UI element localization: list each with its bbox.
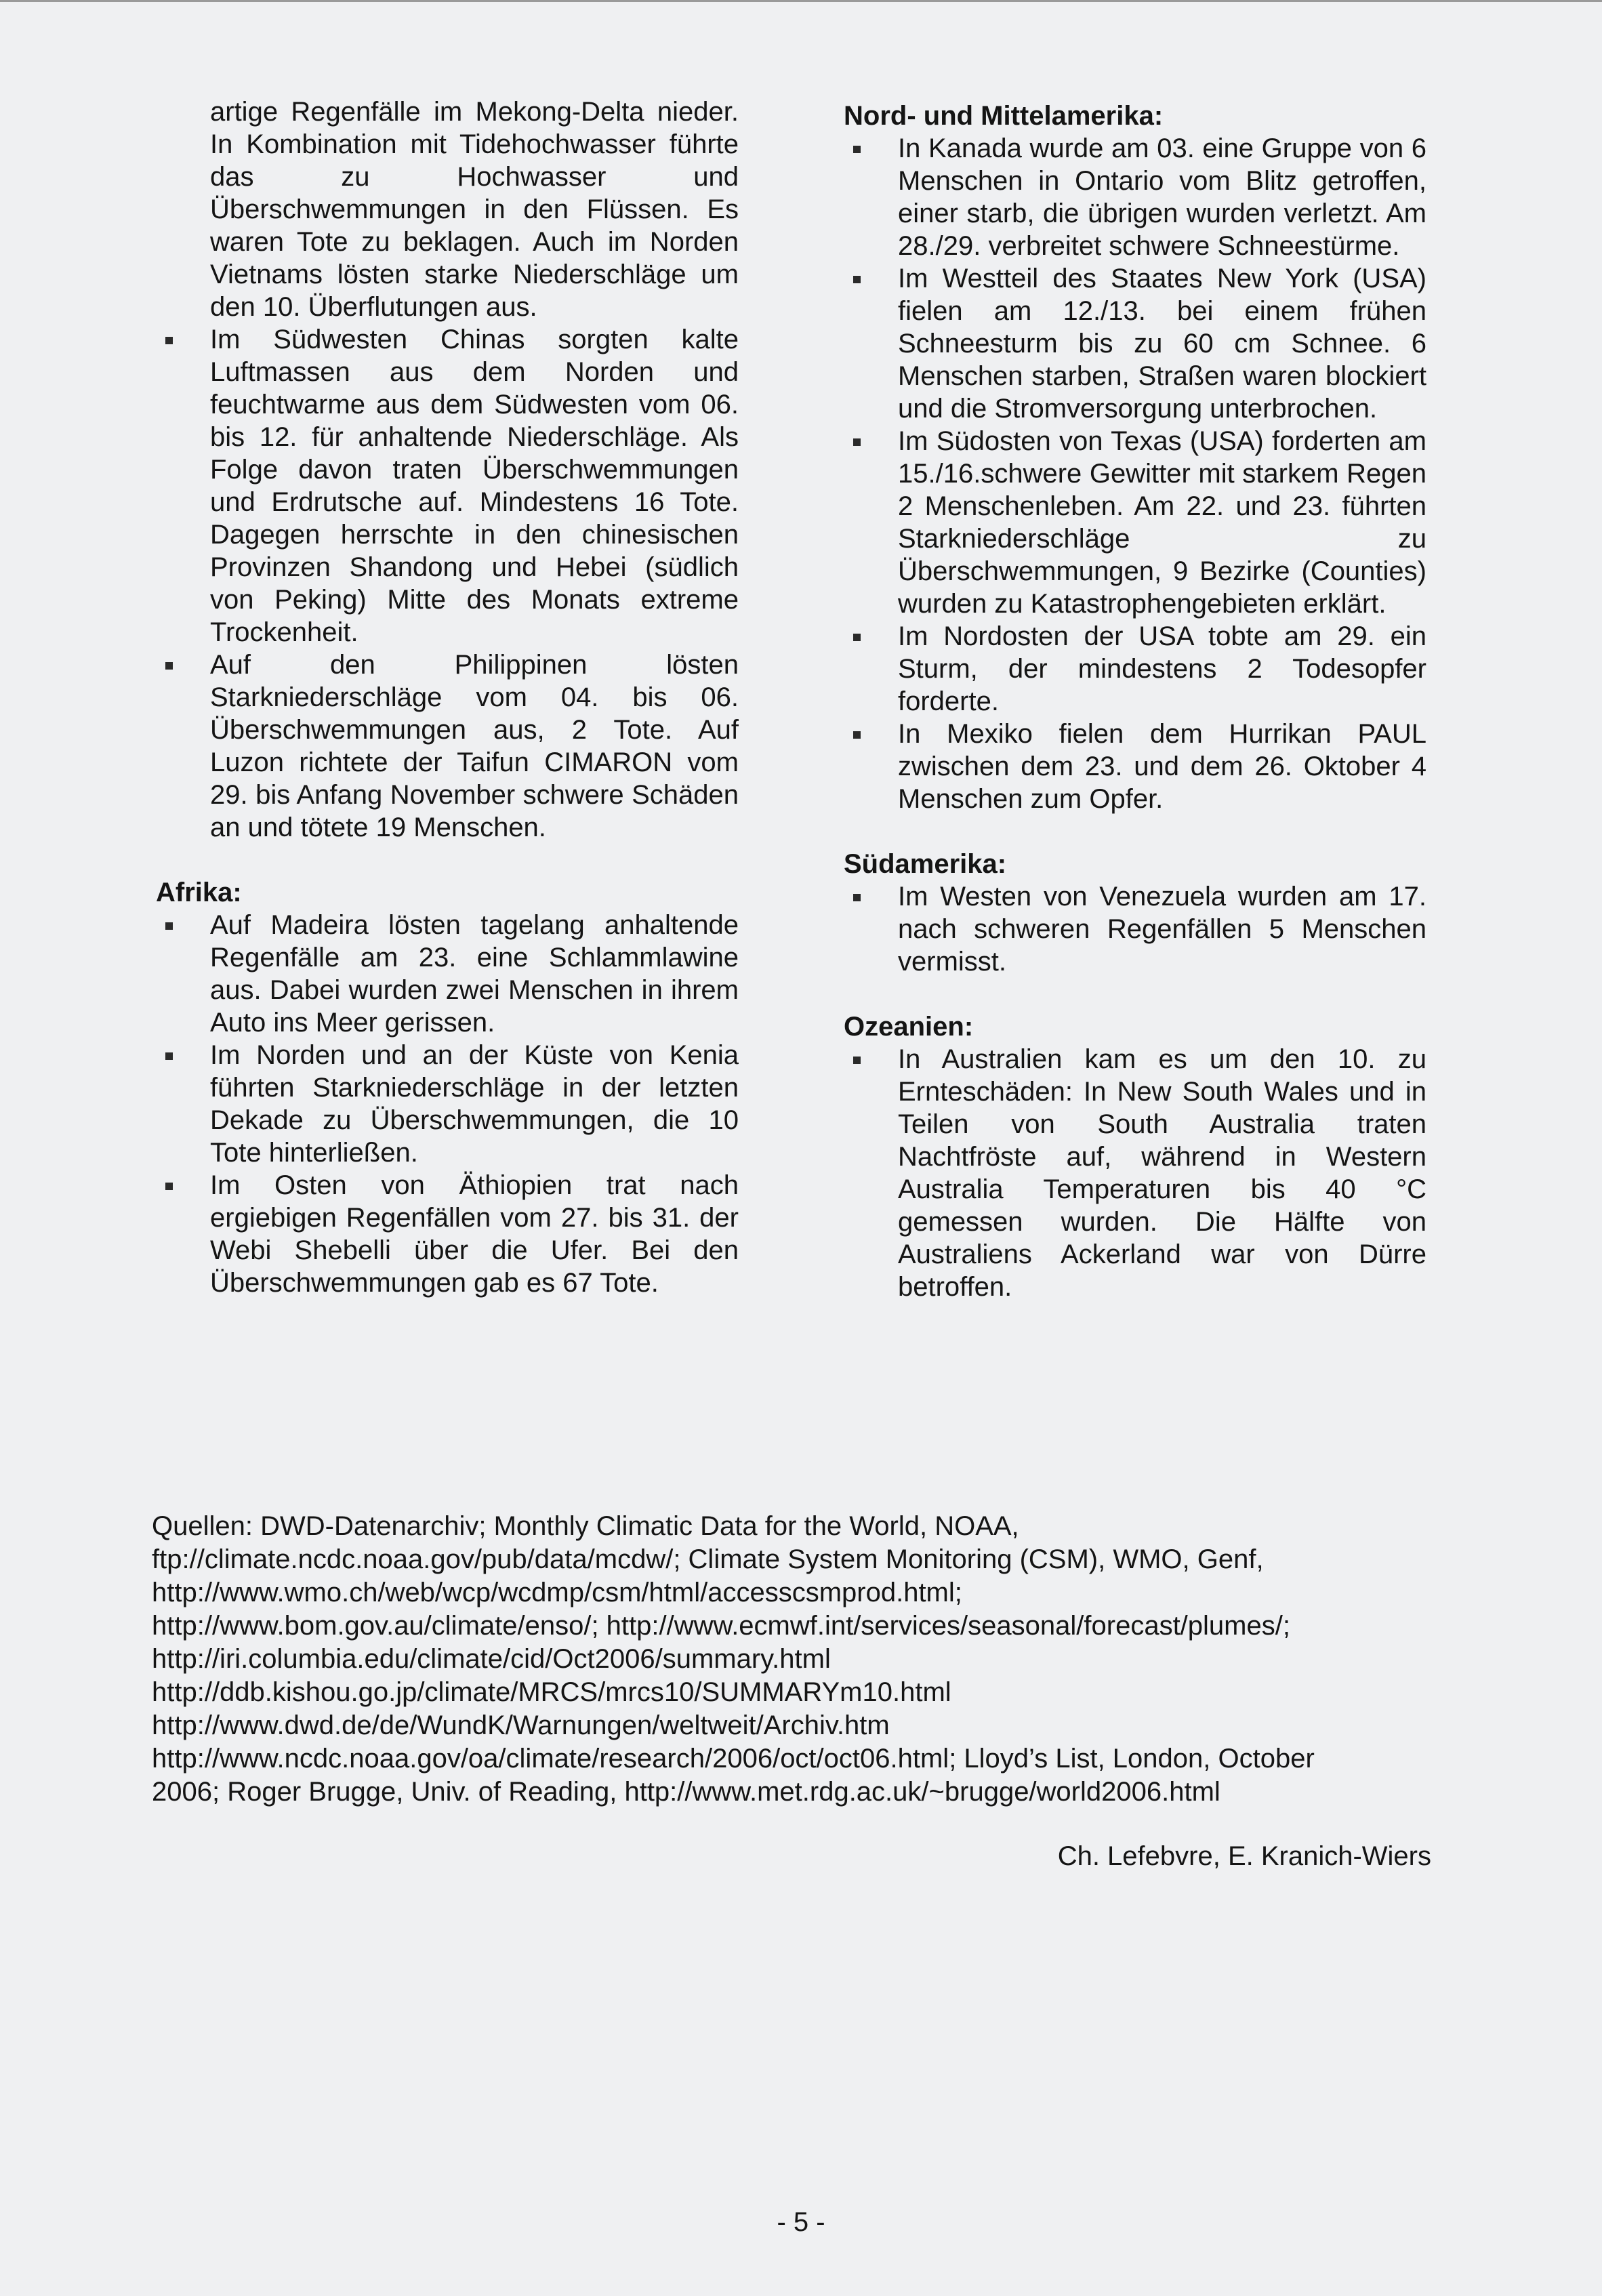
list-item: [844, 132, 1426, 262]
source-line: ftp://climate.ncdc.noaa.gov/pub/data/mcdw/; Climate System Monitoring (CSM), WMO, Genf,: [152, 1544, 1264, 1574]
square-bullet-icon: [165, 1052, 173, 1060]
source-line: http://iri.columbia.edu/climate/cid/Oct2006/summary.html: [152, 1644, 831, 1674]
intro-paragraph: artige Regenfälle im Mekong-Delta nieder. In Kombination mit Tidehochwasser führte das zu Hochwasser und Überschwemmungen in den Flüssen. Es waren Tote zu beklagen. Auch im Norden Vietnams lösten starke Niederschläge um den 10. Überflutungen aus.: [210, 97, 739, 322]
list-item-text: In Australien kam es um den 10. zu Ernteschäden: In New South Wales und in Teilen von South Australia traten Nachtfröste auf, während in Western Australia Temperaturen bis 40 °C gemessen wurden. Die Hälfte von Australiens Ackerland war von Dürre betroffen.: [898, 1044, 1426, 1302]
list-item-text: In Kanada wurde am 03. eine Gruppe von 6 Menschen in Ontario vom Blitz getroffen, einer starb, die übrigen wurden verletzt. Am 28./29. verbreitet schwere Schneestürme.: [898, 134, 1426, 261]
list-item: [844, 262, 1426, 425]
square-bullet-icon: [165, 1183, 173, 1190]
oceania-list: [844, 1043, 1426, 1303]
list-item: [844, 1043, 1426, 1303]
list-item: [156, 1039, 739, 1169]
square-bullet-icon: [165, 922, 173, 930]
square-bullet-icon: [165, 662, 173, 670]
square-bullet-icon: [853, 634, 861, 641]
list-item-text: Auf den Philippinen lösten Starkniederschläge vom 04. bis 06. Überschwemmungen aus, 2 Tote. Auf Luzon richtete der Taifun CIMARON vom 29. bis Anfang November schwere Schäden an und tötete 19 Menschen.: [210, 650, 739, 842]
north-central-america-list: [844, 132, 1426, 815]
list-item: [156, 909, 739, 1039]
list-item-text: Im Südosten von Texas (USA) forderten am 15./16.schwere Gewitter mit starkem Regen 2 Menschenleben. Am 22. und 23. führten Starkniederschläge zu Überschwemmungen, 9 Bezirke (Counties) wurden zu Katastrophengebieten erklärt.: [898, 426, 1426, 619]
list-item: [844, 425, 1426, 620]
list-item-text: Im Nordosten der USA tobte am 29. ein Sturm, der mindestens 2 Todesopfer forderte.: [898, 621, 1426, 716]
list-item-text: Auf Madeira lösten tagelang anhaltende Regenfälle am 23. eine Schlammlawine aus. Dabei wurden zwei Menschen in ihrem Auto ins Meer gerissen.: [210, 910, 739, 1038]
sources-block: [152, 1510, 1439, 1809]
square-bullet-icon: [853, 438, 861, 446]
list-item: [156, 649, 739, 844]
list-item: [844, 620, 1426, 718]
square-bullet-icon: [853, 146, 861, 153]
list-item-text: Im Westteil des Staates New York (USA) fielen am 12./13. bei einem frühen Schneesturm bis zu 60 cm Schnee. 6 Menschen starben, Straßen waren blockiert und die Stromversorgung unterbrochen.: [898, 264, 1426, 424]
source-line: http://www.wmo.ch/web/wcp/wcdmp/csm/html/accesscsmprod.html;: [152, 1578, 962, 1607]
square-bullet-icon: [165, 337, 173, 344]
section-heading-africa: Afrika:: [156, 878, 242, 907]
asia-list: [156, 323, 739, 844]
page-number: - 5 -: [777, 2207, 825, 2237]
list-item: [844, 718, 1426, 815]
square-bullet-icon: [853, 894, 861, 901]
list-item-text: Im Norden und an der Küste von Kenia führten Starkniederschläge in der letzten Dekade zu Überschwemmungen, die 10 Tote hinterließen.: [210, 1040, 739, 1168]
left-column: [156, 96, 739, 1299]
section-heading-oceania: Ozeanien:: [844, 1012, 974, 1042]
section-heading-north-central-america: Nord- und Mittelamerika:: [844, 101, 1164, 131]
source-line: http://www.dwd.de/de/WundK/Warnungen/weltweit/Archiv.htm: [152, 1710, 890, 1740]
list-item: [156, 323, 739, 649]
section-heading-south-america: Südamerika:: [844, 849, 1007, 879]
source-line: Quellen: DWD-Datenarchiv; Monthly Climatic Data for the World, NOAA,: [152, 1511, 1019, 1541]
list-item-text: In Mexiko fielen dem Hurrikan PAUL zwischen dem 23. und dem 26. Oktober 4 Menschen zum Opfer.: [898, 719, 1426, 814]
source-line: 2006; Roger Brugge, Univ. of Reading, http://www.met.rdg.ac.uk/~brugge/world2006.html: [152, 1777, 1220, 1807]
source-line: http://www.bom.gov.au/climate/enso/; http://www.ecmwf.int/services/seasonal/forecast/plumes/;: [152, 1611, 1290, 1641]
list-item: [156, 1169, 739, 1299]
list-item-text: Im Südwesten Chinas sorgten kalte Luftmassen aus dem Norden und feuchtwarme aus dem Südwesten vom 06. bis 12. für anhaltende Niederschläge. Als Folge davon traten Überschwemmungen und Erdrutsche auf. Mindestens 16 Tote. Dagegen herrschte in den chinesischen Provinzen Shandong und Hebei (südlich von Peking) Mitte des Monats extreme Trockenheit.: [210, 325, 739, 647]
list-item: [844, 880, 1426, 978]
authors-line: Ch. Lefebvre, E. Kranich-Wiers: [1057, 1841, 1431, 1871]
right-column: [844, 96, 1426, 1303]
square-bullet-icon: [853, 1057, 861, 1064]
list-item-text: Im Westen von Venezuela wurden am 17. nach schweren Regenfällen 5 Menschen vermisst.: [898, 882, 1426, 977]
square-bullet-icon: [853, 731, 861, 739]
africa-list: [156, 909, 739, 1299]
square-bullet-icon: [853, 276, 861, 283]
south-america-list: [844, 880, 1426, 978]
list-item-text: Im Osten von Äthiopien trat nach ergiebigen Regenfällen vom 27. bis 31. der Webi Shebelli über die Ufer. Bei den Überschwemmungen gab es 67 Tote.: [210, 1170, 739, 1298]
source-line: http://www.ncdc.noaa.gov/oa/climate/research/2006/oct/oct06.html; Lloyd’s List, London, October: [152, 1744, 1315, 1774]
source-line: http://ddb.kishou.go.jp/climate/MRCS/mrcs10/SUMMARYm10.html: [152, 1677, 951, 1707]
